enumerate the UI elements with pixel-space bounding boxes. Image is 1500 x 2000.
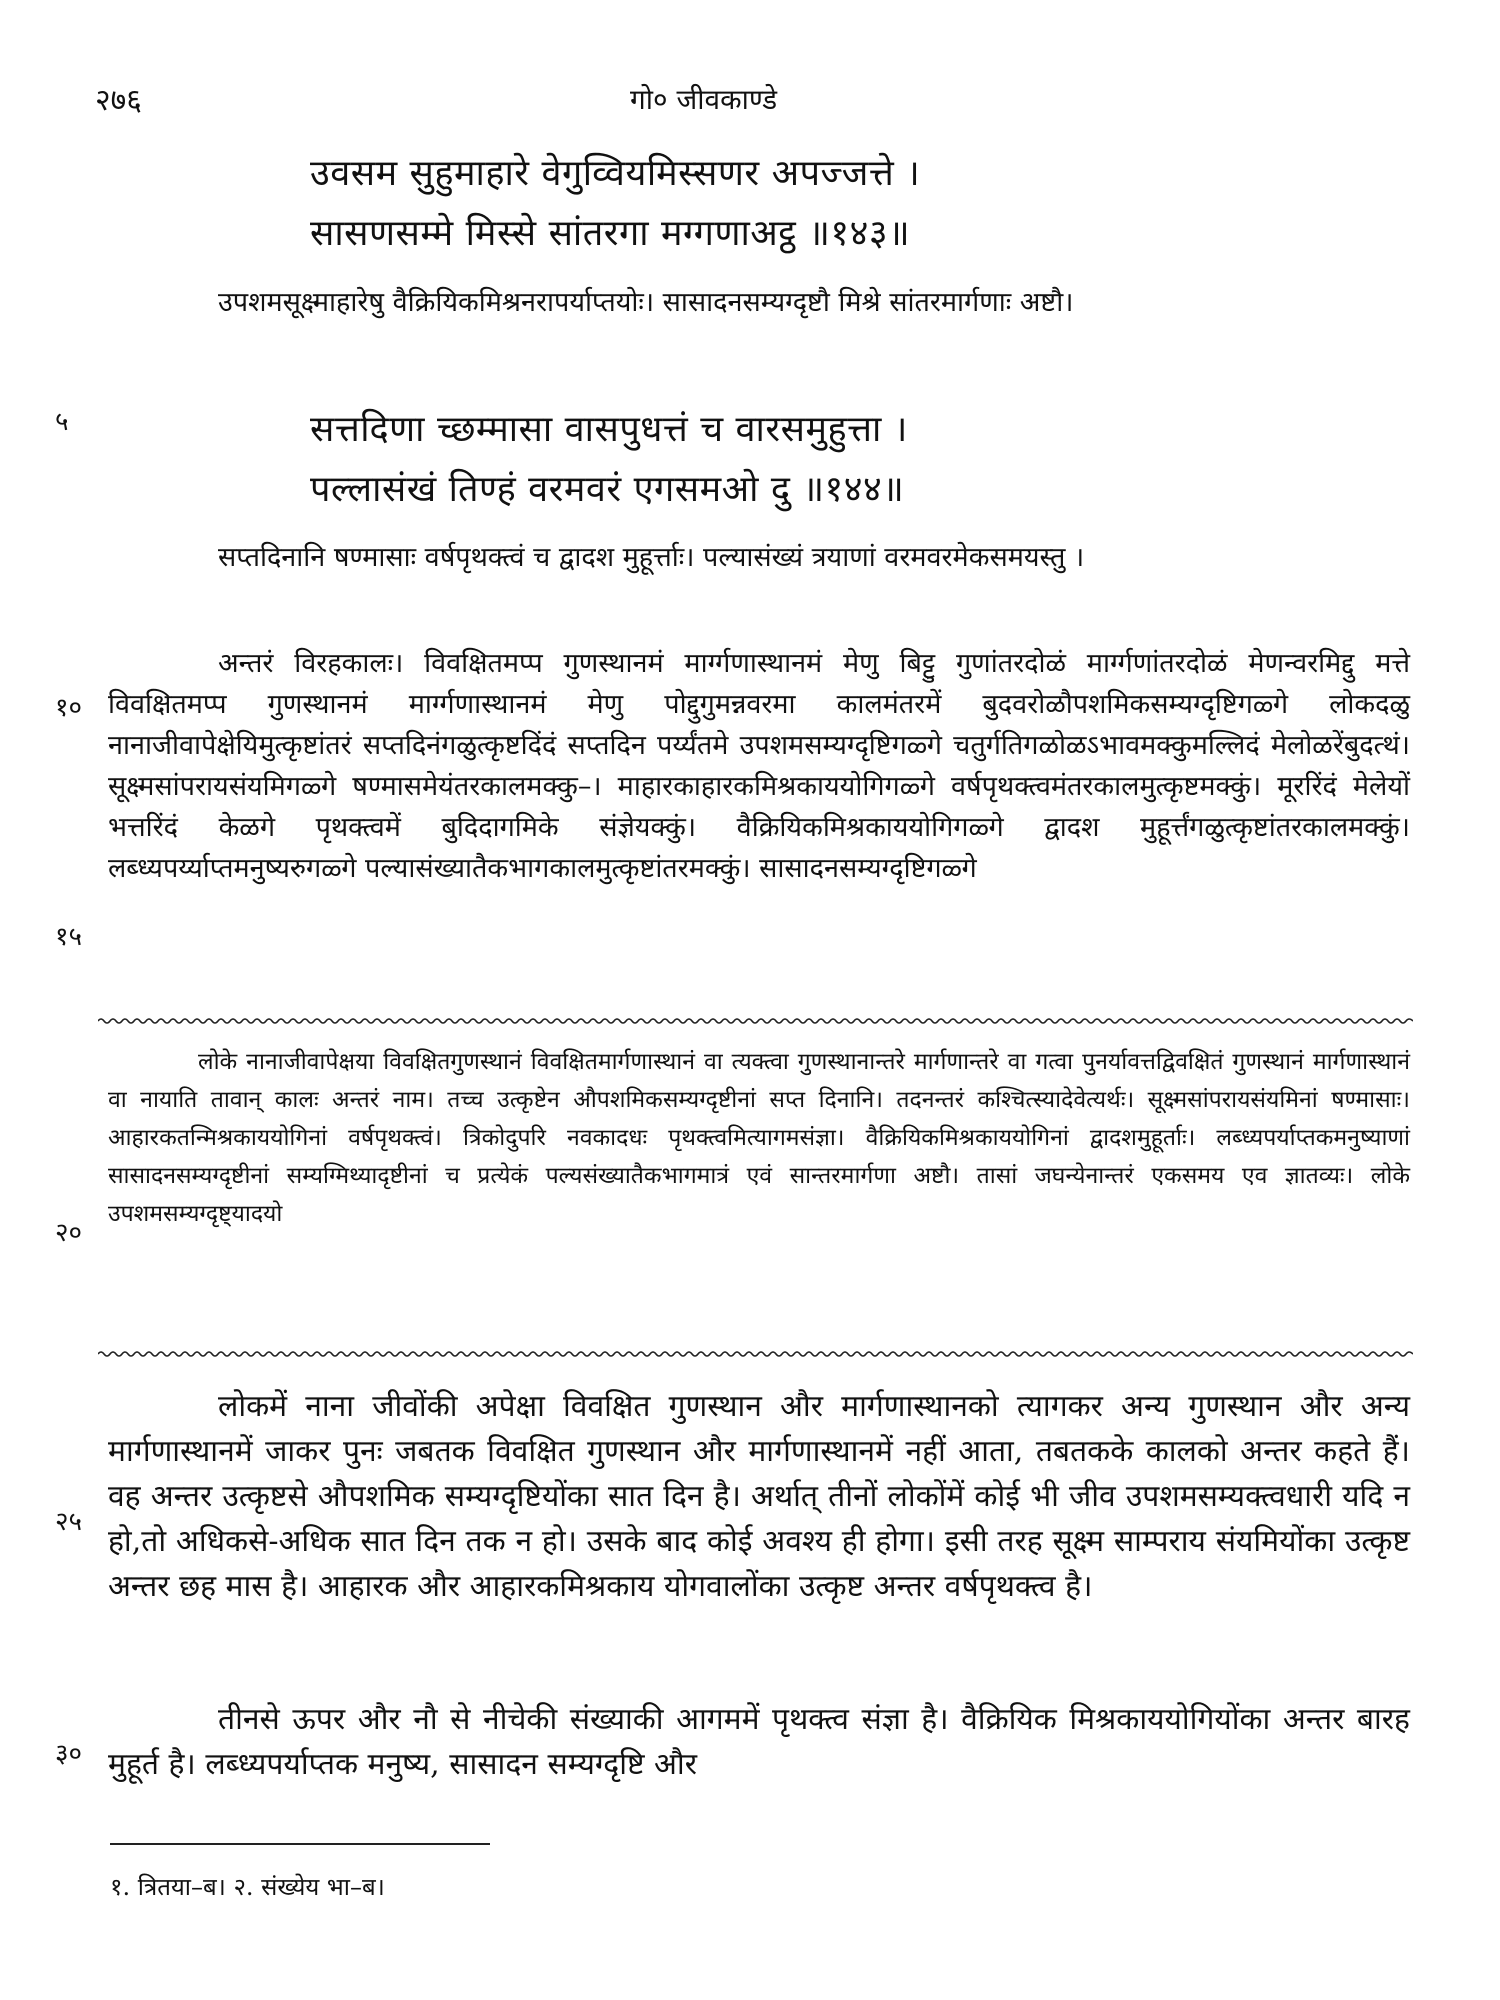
gatha-143-line-2: सासणसम्मे मिस्से सांतरगा मग्गणाअट्ठ ॥१४३॥ <box>310 213 911 254</box>
gatha-144-line-1: सत्तदिणा च्छम्मासा वासपुधत्तं च वारसमुहुत्ता । <box>310 409 908 450</box>
margin-number-30: ३० <box>55 1739 83 1769</box>
margin-number-10: १० <box>55 693 83 723</box>
wavy-divider-bottom <box>98 1349 1413 1359</box>
footnote: १. त्रितया–ब। २. संख्येय भा–ब। <box>110 1873 385 1901</box>
hindi-translation-para-2: तीनसे ऊपर और नौ से नीचेकी संख्याकी आगममें पृथक्त्व संज्ञा है। वैक्रियिक मिश्रकाययोगियोंका अन्तर बारह मुहूर्त है। लब्ध्यपर्याप्तक मनुष्य, सासादन सम्यग्दृष्टि और <box>108 1702 1410 1782</box>
chaya-144: सप्तदिनानि षण्मासाः वर्षपृथक्त्वं च द्वादश मुहूर्त्ताः। पल्यासंख्यं त्रयाणां वरमवरमेकसमयस्तु । <box>218 542 1085 573</box>
gatha-143-line-1: उवसम सुहुमाहारे वेगुव्वियमिस्सणर अपज्जत्ते । <box>310 153 921 194</box>
hindi-translation-para-1: लोकमें नाना जीवोंकी अपेक्षा विवक्षित गुणस्थान और मार्गणास्थानको त्यागकर अन्य गुणस्थान और अन्य मार्गणास्थानमें जाकर पुनः जबतक विवक्षित गुणस्थान और मार्गणास्थानमें नहीं आता, तबतकके कालको अन्तर कहते हैं। वह अन्तर उत्कृष्टसे औपशमिक सम्यग्दृष्टियोंका सात दिन है। अर्थात् तीनों लोकोंमें कोई भी जीव उपशमसम्यक्त्वधारी यदि न हो,तो अधिकसे-अधिक सात दिन तक न हो। उसके बाद कोई अवश्य ही होगा। इसी तरह सूक्ष्म साम्पराय संयमियोंका उत्कृष्ट अन्तर छह मास है। आहारक और आहारकमिश्रकाय योगवालोंका उत्कृष्ट अन्तर वर्षपृथक्त्व है। <box>108 1389 1410 1604</box>
margin-number-5: ५ <box>55 407 69 437</box>
margin-number-15: १५ <box>55 922 83 952</box>
chaya-143: उपशमसूक्ष्माहारेषु वैक्रियिकमिश्रनरापर्याप्तयोः। सासादनसम्यग्दृष्टौ मिश्रे सांतरमार्गणाः अष्टौ। <box>218 287 1074 318</box>
gatha-144-line-2: पल्लासंखं तिण्हं वरमवरं एगसमओ दु ॥१४४॥ <box>310 469 905 510</box>
page-number: २७६ <box>95 83 142 118</box>
kannada-commentary: अन्तरं विरहकालः। विवक्षितमप्प गुणस्थानमं मार्ग्गणास्थानमं मेणु बिट्टु गुणांतरदोळं मार्ग्गणांतरदोळं मेणन्वरमिद्दु मत्ते विवक्षितमप्प गुणस्थानमं मार्ग्गणास्थानमं मेणु पोद्दुगुमन्नवरमा कालमंतरमें बुदवरोळौपशमिकसम्यग्दृष्टिगळ्गे लोकदळु नानाजीवापेक्षेयिमुत्कृष्टांतरं सप्तदिनंगळुत्कृष्टदिंदं सप्तदिन पर्य्यंतमे उपशमसम्यग्दृष्टिगळ्गे चतुर्गतिगळोळऽभावमक्कुमल्लिदं मेलोळरेंबुदत्थं। सूक्ष्मसांपरायसंयमिगळ्गे षण्मासमेयंतरकालमक्कु–। माहारकाहारकमिश्रकाययोगिगळ्गे वर्षपृथक्त्वमंतरकालमुत्कृष्टमक्कुं। मूररिंदं मेलेयों भत्तरिंदं केळगे पृथक्त्वमें बुदिदागमिके संज्ञेयक्कुं। वैक्रियिकमिश्रकाययोगिगळ्गे द्वादश मुहूर्त्तंगळुत्कृष्टांतरकालमक्कुं। लब्ध्यपर्य्याप्तमनुष्यरुगळ्गे पल्यासंख्यातैकभागकालमुत्कृष्टांतरमक्कुं। सासादनसम्यग्दृष्टिगळ्गे <box>108 648 1410 884</box>
running-header: गो० जीवकाण्डे <box>630 83 778 116</box>
sanskrit-commentary: लोके नानाजीवापेक्षया विवक्षितगुणस्थानं विवक्षितमार्गणास्थानं वा त्यक्त्वा गुणस्थानान्तरे मार्गणान्तरे वा गत्वा पुनर्यावत्तद्विवक्षितं गुणस्थानं मार्गणास्थानं वा नायाति तावान् कालः अन्तरं नाम। तच्च उत्कृष्टेन औपशमिकसम्यग्दृष्टीनां सप्त दिनानि। तदनन्तरं कश्चित्स्यादेवेत्यर्थः। सूक्ष्मसांपरायसंयमिनां षण्मासाः। आहारकतन्मिश्रकाययोगिनां वर्षपृथक्त्वं। त्रिकोदुपरि नवकादधः पृथक्त्वमित्यागमसंज्ञा। वैक्रियिकमिश्रकाययोगिनां द्वादशमुहूर्ताः। लब्ध्यपर्याप्तकमनुष्याणां सासादनसम्यग्दृष्टीनां सम्यग्मिथ्यादृष्टीनां च प्रत्येकं पल्यसंख्यातैकभागमात्रं एवं सान्तरमार्गणा अष्टौ। तासां जघन्येनान्तरं एकसमय एव ज्ञातव्यः। लोके उपशमसम्यग्दृष्ट्यादयो <box>108 1049 1410 1227</box>
wavy-divider-top <box>98 1016 1413 1026</box>
footnote-rule <box>110 1843 490 1845</box>
margin-number-20: २० <box>55 1218 83 1248</box>
margin-number-25: २५ <box>55 1507 83 1537</box>
